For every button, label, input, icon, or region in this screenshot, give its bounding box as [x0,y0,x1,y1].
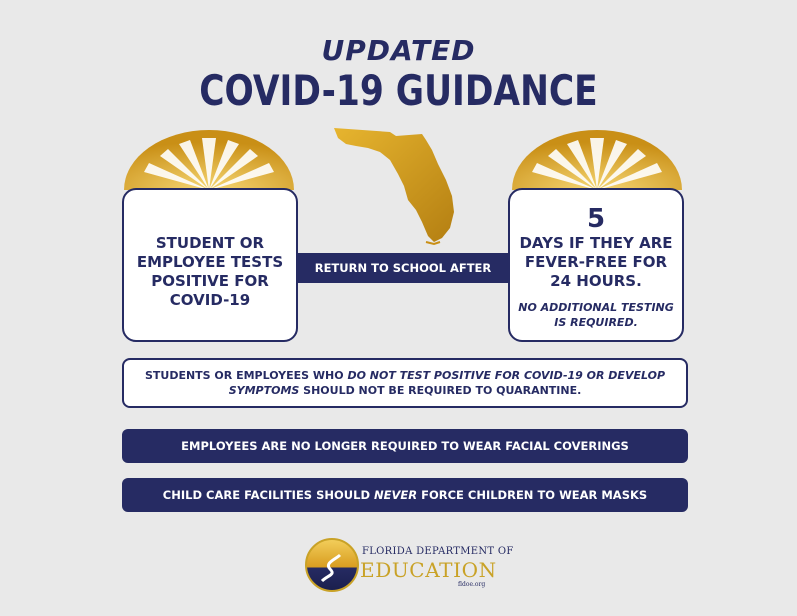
no-testing-note: NO ADDITIONAL TESTING IS REQUIRED. [518,301,674,329]
child-care-text-emphasis: NEVER [374,488,418,502]
quarantine-notice-emphasis: DO NOT TEST POSITIVE FOR COVID-19 OR DEVELOP SYMPTOMS [228,369,666,397]
logo-florida-department: FLORIDA DEPARTMENT OF [362,546,514,557]
title-updated: UPDATED [321,34,476,67]
fever-free-card [508,188,684,342]
child-care-text-after: FORCE CHILDREN TO WEAR MASKS [417,488,648,502]
sunburst-left-icon [124,130,294,190]
logo-education: EDUCATION [360,558,497,582]
days-number: 5 [586,204,606,234]
child-care-masks-bar [122,478,688,512]
positive-test-text: STUDENT OR EMPLOYEE TESTS POSITIVE FOR COVID-19 [136,234,284,309]
title-covid-guidance: COVID-19 GUIDANCE [199,66,598,115]
child-care-text-before: CHILD CARE FACILITIES SHOULD [162,488,374,502]
facial-coverings-bar: EMPLOYEES ARE NO LONGER REQUIRED TO WEAR FACIAL COVERINGS [122,429,688,463]
fever-free-text: DAYS IF THEY ARE FEVER-FREE FOR 24 HOURS. [519,234,673,290]
sunburst-right-icon [512,130,682,190]
return-to-school-banner: RETURN TO SCHOOL AFTER [296,253,510,283]
positive-test-card [122,188,298,342]
logo-website: fldoe.org [458,581,486,588]
florida-map-icon [330,124,460,249]
quarantine-notice-part1: STUDENTS OR EMPLOYEES WHO [144,369,348,382]
quarantine-notice-part2: SHOULD NOT BE REQUIRED TO QUARANTINE. [299,384,582,397]
fldoe-logo-icon [304,537,360,593]
quarantine-notice [122,358,688,408]
